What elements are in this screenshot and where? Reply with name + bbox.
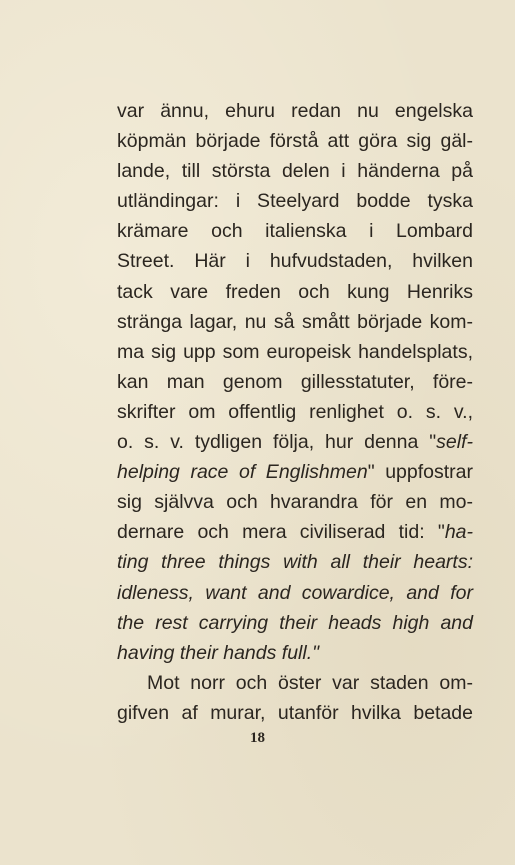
- body-text: [117, 96, 473, 728]
- text-line-16: [117, 547, 473, 577]
- page-number: 18: [250, 730, 265, 746]
- text-line-7: tack vare freden och kung Henriks: [117, 280, 473, 303]
- text-line-13-roman: " uppfostrar: [367, 461, 473, 484]
- text-line-5: krämare och italienska i Lombard: [117, 220, 473, 243]
- text-line-12-italic: self-: [436, 431, 473, 454]
- text-line-18-italic: the rest carrying their heads high and: [117, 611, 473, 634]
- text-line-15: [117, 517, 473, 547]
- text-line-17: [117, 578, 473, 608]
- text-line-19-italic: having their hands full.": [117, 641, 320, 664]
- text-line-1: var ännu, ehuru redan nu engelska: [117, 100, 473, 122]
- text-line-20: Mot norr och öster var staden om-: [147, 671, 473, 694]
- text-line-16-italic: ting three things with all their hearts:: [117, 551, 473, 574]
- text-line-19: [117, 638, 473, 668]
- text-line-17-italic: idleness, want and cowardice, and for: [117, 581, 473, 604]
- text-line-12-roman: o. s. v. tydligen följa, hur denna ": [117, 431, 437, 454]
- text-line-9: ma sig upp som europeisk handelsplats,: [117, 340, 473, 363]
- text-line-13: [117, 457, 473, 487]
- text-line-13-italic: helping race of Englishmen: [117, 461, 368, 484]
- text-line-15-roman: dernare och mera civiliserad tid: ": [117, 521, 445, 544]
- text-line-11: skrifter om offentlig renlighet o. s. v.,: [117, 400, 473, 423]
- text-line-4: utländingar: i Steelyard bodde tyska: [117, 190, 473, 213]
- text-line-12: [117, 427, 473, 457]
- text-line-8: stränga lagar, nu så smått började kom-: [117, 310, 473, 333]
- text-line-14: sig självva och hvarandra för en mo-: [117, 491, 473, 514]
- text-line-21: gifven af murar, utanför hvilka betade: [117, 701, 473, 724]
- text-line-18: [117, 608, 473, 638]
- text-line-15-italic: ha-: [444, 521, 473, 544]
- text-line-3: lande, till största delen i händerna på: [117, 160, 473, 183]
- text-line-10: kan man genom gillesstatuter, före-: [117, 370, 473, 393]
- text-line-2: köpmän började förstå att göra sig gäl-: [117, 130, 473, 153]
- text-line-6: Street. Här i hufvudstaden, hvilken: [117, 250, 473, 273]
